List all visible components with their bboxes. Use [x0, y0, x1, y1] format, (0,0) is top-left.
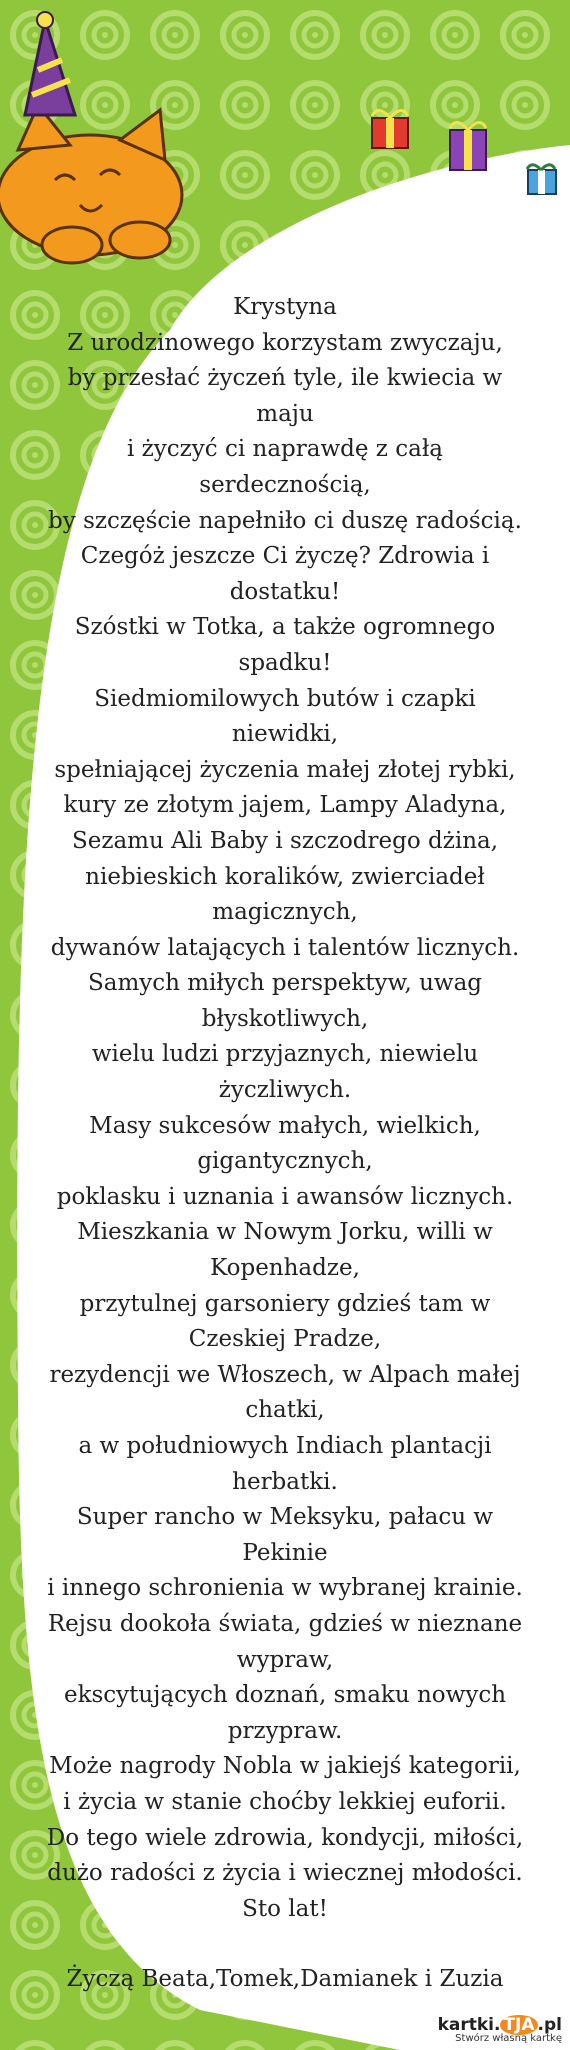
gift-box-icon [450, 122, 486, 170]
poem-line: Samych miłych perspektyw, uwag [87, 970, 483, 997]
poem-line: przypraw. [227, 1717, 343, 1744]
poem-line: Siedmiomilowych butów i czapki niewidki, [94, 685, 476, 748]
poem-line: by szczęście napełniło ci duszę radością. [48, 507, 522, 534]
poem-line: Do tego wiele zdrowia, kondycji, miłości, [46, 1824, 524, 1851]
poem-line: dużo radości z życia i wiecznej młodości. [47, 1860, 523, 1887]
poem-line: gigantycznych, [197, 1148, 373, 1175]
poem-line: a w południowych Indiach plantacji [78, 1433, 492, 1459]
poem-line: rezydencji we Włoszech, w Alpach małej [49, 1361, 521, 1388]
poem-line: niebieskich koralików, zwierciadeł [85, 863, 485, 890]
poem-line: Super rancho w Meksyku, pałacu w [76, 1504, 494, 1531]
brand-name: kartki. TJA .pl [437, 2015, 562, 2035]
poem-line: Z urodzinowego korzystam zwyczaju, [67, 329, 503, 356]
greeting-text [40, 290, 530, 1998]
gift-box-icon [527, 165, 556, 194]
poem-line: i innego schronienia w wybranej krainie. [47, 1575, 523, 1602]
poem-line: poklasku i uznania i awansów licznych. [56, 1183, 514, 1210]
poem-line: Czeskiej Pradze, [188, 1326, 382, 1353]
poem-line: dostatku! [229, 578, 341, 605]
recipient-name: Krystyna [233, 294, 337, 320]
poem-line: Pekinie [242, 1539, 328, 1566]
poem-line: herbatki. [232, 1468, 338, 1495]
poem-line: Sto lat! [242, 1895, 328, 1922]
brand-logo[interactable] [438, 2015, 562, 2044]
signature: Życzą Beata,Tomek,Damianek i Zuzia [66, 1966, 504, 1993]
poem-line: Szóstki w Totka, a także ogromnego [74, 614, 496, 641]
poem-line: wielu ludzi przyjaznych, niewielu [91, 1041, 479, 1068]
brand-tagline: Stwórz własną kartkę [455, 2033, 562, 2044]
poem-line: i życia w stanie choćby lekkiej euforii. [63, 1788, 507, 1815]
poem-line: kury ze złotym jajem, Lampy Aladyna, [63, 792, 507, 819]
poem-line: Masy sukcesów małych, wielkich, [89, 1112, 481, 1139]
poem-line: magicznych, [212, 899, 358, 926]
poem-line: Może nagrody Nobla w jakiejś kategorii, [49, 1753, 521, 1780]
poem-line: by przesłać życzeń tyle, ile kwiecia w maju [67, 365, 503, 427]
poem-line: przytulnej garsoniery gdzieś tam w [79, 1290, 491, 1317]
poem-line: życzliwych. [218, 1077, 352, 1104]
poem-line: dywanów latających i talentów licznych. [50, 934, 520, 961]
poem-line: chatki, [245, 1397, 325, 1424]
poem-line: Sezamu Ali Baby i szczodrego dżina, [71, 827, 499, 854]
poem-line: błyskotliwych, [201, 1005, 369, 1032]
poem-line: spadku! [238, 649, 332, 676]
poem-line: Kopenhadze, [210, 1255, 360, 1282]
poem-line: Mieszkania w Nowym Jorku, willi w [77, 1219, 493, 1246]
poem-line: spełniającej życzenia małej złotej rybki, [54, 756, 516, 783]
poem-line: i życzyć ci naprawdę z całą serdecznością, [127, 436, 443, 498]
poem [40, 326, 530, 1928]
poem-line: ekscytujących doznań, smaku nowych [63, 1682, 507, 1709]
poem-line: Czegóż jeszcze Ci życzę? Zdrowia i [80, 543, 490, 570]
poem-line: Rejsu dookoła świata, gdzieś w nieznane [47, 1610, 523, 1637]
poem-line: wypraw, [236, 1646, 334, 1673]
